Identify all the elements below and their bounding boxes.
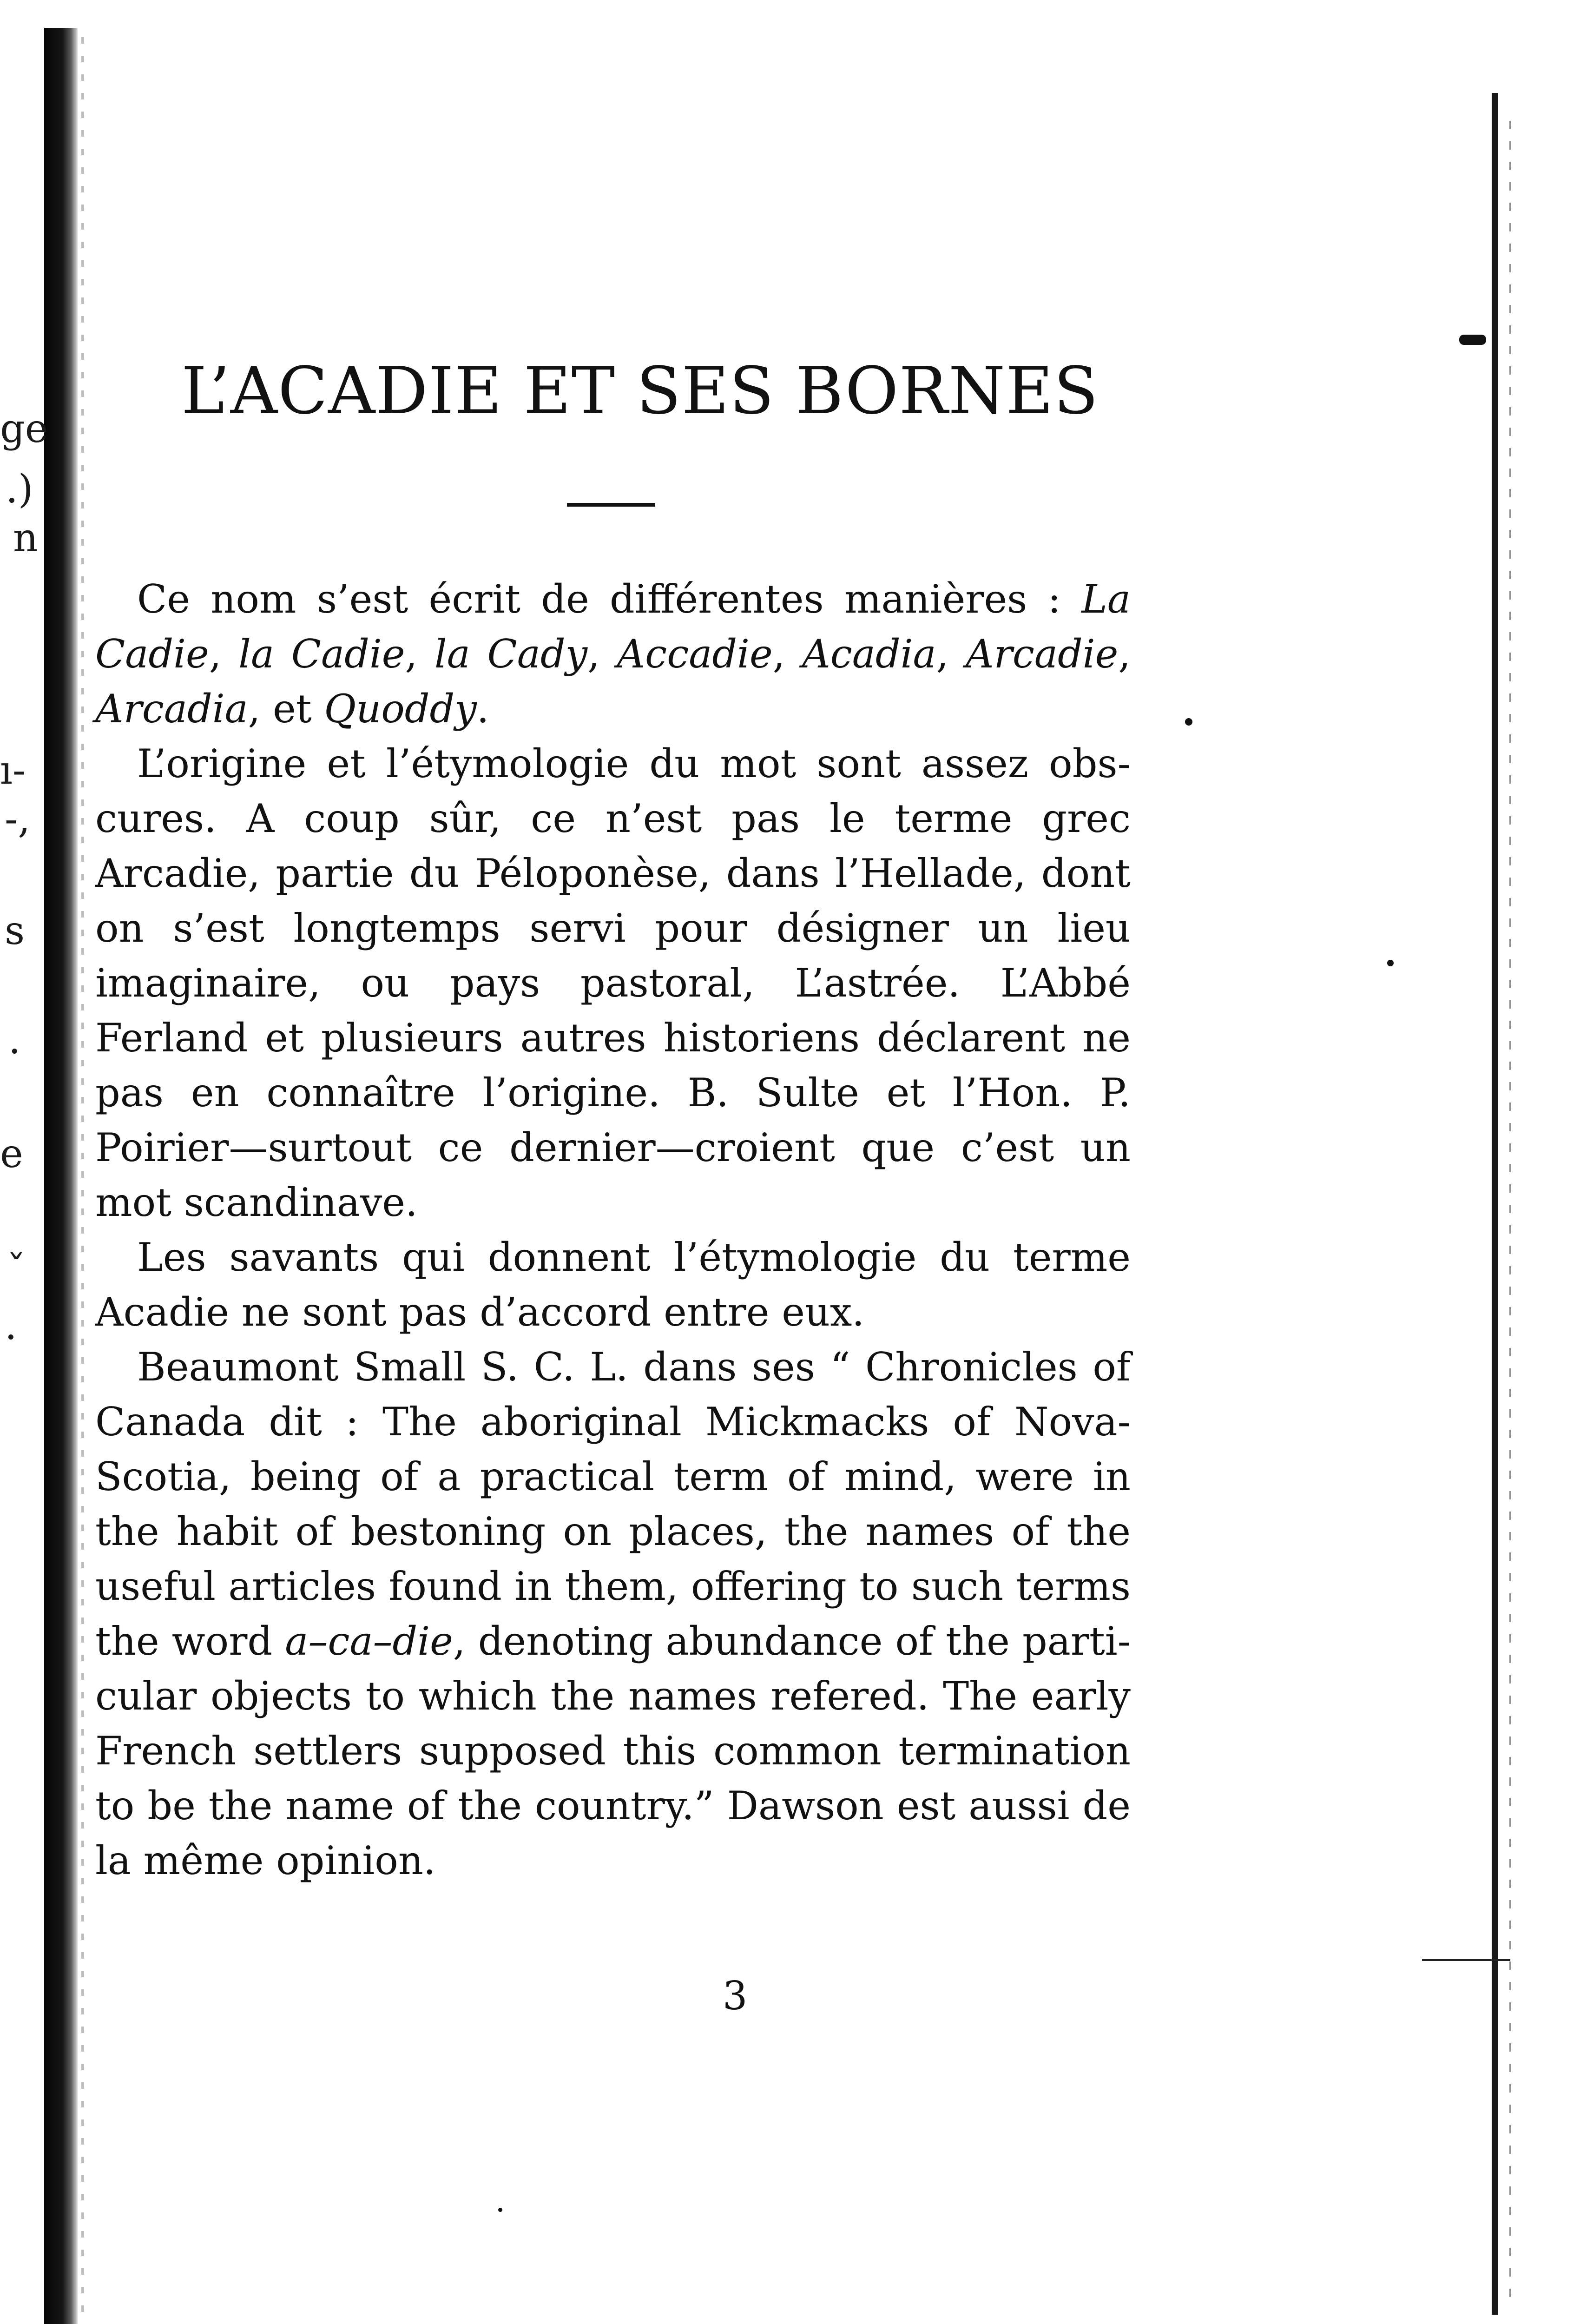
- scan-speck: [1185, 718, 1192, 726]
- text-run: ,: [209, 631, 239, 677]
- margin-fragment: n: [13, 515, 39, 561]
- body-text: [95, 572, 1131, 1888]
- italic-run: Acadia: [802, 631, 936, 677]
- margin-fragment: ı-: [0, 747, 26, 793]
- text-run: Les savants qui donnent l’étymologie du terme Acadie ne sont pas d’accord entre eux.: [95, 1235, 1131, 1335]
- margin-fragment: ·: [8, 1029, 21, 1074]
- margin-fragment: e: [0, 1131, 23, 1176]
- margin-fragment: s: [5, 908, 25, 953]
- text-run: , denoting abundance of the particular objects to which the names refered. The early French settlers supposed this common termination to be the name of the country.” Dawson est aussi de la même opinion.: [95, 1618, 1131, 1883]
- title-divider: [567, 503, 655, 507]
- text-run: ,: [1118, 631, 1131, 677]
- italic-run: a–ca–die: [285, 1618, 453, 1664]
- page-edge-speckle: [1509, 121, 1511, 2305]
- italic-run: la Cadie: [238, 631, 405, 677]
- italic-run: la Cady: [434, 631, 588, 677]
- paragraph: [95, 736, 1131, 1230]
- margin-fragment: .: [5, 1303, 17, 1348]
- text-run: ,: [405, 631, 434, 677]
- italic-run: Quoddy: [324, 686, 477, 732]
- margin-fragment: .): [6, 466, 33, 512]
- paragraph: [95, 1340, 1131, 1888]
- text-run: ,: [936, 631, 966, 677]
- text-run: Beaumont Small S. C. L. dans ses “ Chronicles of Canada dit : The aboriginal Mickmacks of Nova-Scotia, being of a practical term of mind, were in the habit of bestoning on places, the names of the useful articles found in them, offering to such terms the word: [95, 1344, 1131, 1664]
- italic-run: La Cadie: [95, 576, 1131, 677]
- gutter-edge: [81, 37, 84, 2315]
- italic-run: Accadie: [617, 631, 773, 677]
- text-run: .: [476, 686, 489, 732]
- text-run: Ce nom s’est écrit de différentes manières :: [137, 576, 1082, 622]
- scan-speck: [1387, 960, 1394, 966]
- book-spine-shadow: [44, 28, 78, 2324]
- text-run: L’origine et l’étymologie du mot sont assez obscures. A coup sûr, ce n’est pas le terme grec Arcadie, partie du Péloponèse, dans l’Hellade, dont on s’est longtemps servi pour désigner un lieu imaginaire, ou pays pastoral, L’astrée. L’Abbé Ferland et plusieurs autres historiens déclarent ne pas en connaître l’origine. B. Sulte et l’Hon. P. Poirier—surtout ce dernier—croient que c’est un mot scandinave.: [95, 741, 1131, 1225]
- page-folio: 3: [723, 1973, 748, 2019]
- text-run: ,: [587, 631, 617, 677]
- paragraph: [95, 1230, 1131, 1340]
- margin-fragment: ˇ: [7, 1247, 26, 1293]
- margin-fragment: -,: [5, 796, 31, 842]
- italic-run: Arcadia: [95, 686, 248, 732]
- margin-fragment: ge: [0, 406, 48, 451]
- italic-run: Arcadie: [966, 631, 1119, 677]
- text-run: ,: [772, 631, 803, 677]
- page-title: L’ACADIE ET SES BORNES: [181, 353, 1099, 429]
- page-edge-rule: [1492, 93, 1498, 2315]
- paragraph: [95, 572, 1131, 736]
- scan-blot: [1459, 335, 1486, 345]
- scan-speck: [498, 2208, 502, 2212]
- scan-crossmark: [1422, 1959, 1510, 1961]
- text-run: , et: [248, 686, 324, 732]
